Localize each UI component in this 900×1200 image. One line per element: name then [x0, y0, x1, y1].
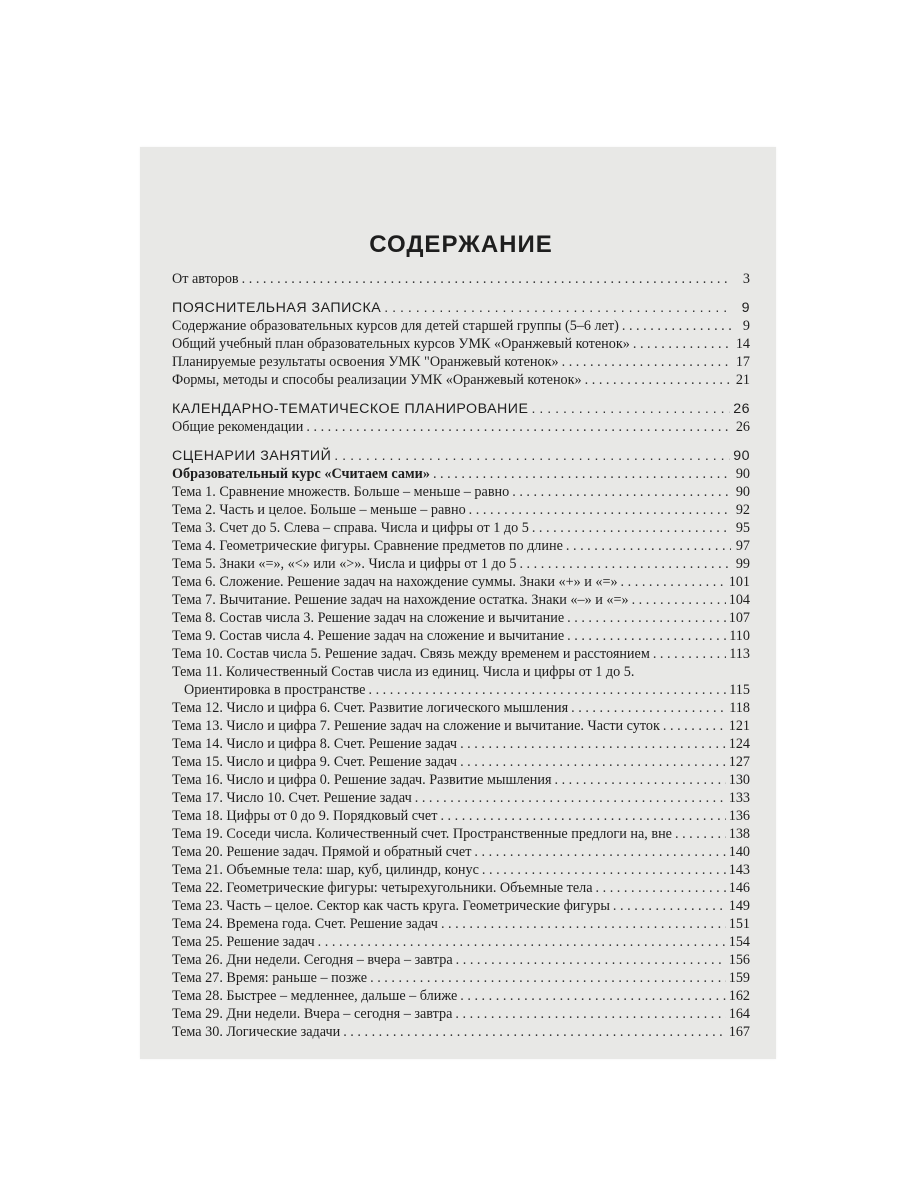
toc-page-number: 9: [741, 300, 750, 316]
toc-entry: [172, 879, 750, 897]
toc-entry-title: Тема 10. Состав числа 5. Решение задач. Связь между временем и расстоянием: [172, 646, 650, 662]
toc-page-number: 107: [728, 610, 750, 626]
toc-leader-dots: [566, 537, 731, 555]
toc-entry: [172, 645, 750, 663]
toc-leader-dots: [384, 299, 731, 317]
toc-leader-dots: [512, 483, 731, 501]
toc-page-number: 159: [728, 970, 750, 986]
toc-leader-dots: [482, 861, 726, 879]
toc-entry-title: Тема 20. Решение задач. Прямой и обратный счет: [172, 844, 472, 860]
toc-leader-dots: [567, 627, 726, 645]
toc-leader-dots: [532, 519, 731, 537]
toc-entry-title: Тема 4. Геометрические фигуры. Сравнение предметов по длине: [172, 538, 563, 554]
toc-entry-title: Тема 1. Сравнение множеств. Больше – меньше – равно: [172, 484, 510, 500]
toc-entry: [172, 807, 750, 825]
toc-entry-title: Тема 2. Часть и целое. Больше – меньше – равно: [172, 502, 466, 518]
page-title: СОДЕРЖАНИЕ: [369, 231, 553, 258]
toc-leader-dots: [613, 897, 726, 915]
book-page: [140, 147, 776, 1059]
toc-entry-title: От авторов: [172, 271, 239, 287]
toc-entry-title: Тема 7. Вычитание. Решение задач на нахождение остатка. Знаки «–» и «=»: [172, 592, 629, 608]
toc-leader-dots: [456, 951, 726, 969]
toc-leader-dots: [440, 807, 725, 825]
toc-entry-title: Общие рекомендации: [172, 419, 304, 435]
toc-page-number: 151: [728, 916, 750, 932]
toc-leader-dots: [343, 1023, 726, 1041]
toc-entry-title: Формы, методы и способы реализации УМК «Оранжевый котенок»: [172, 372, 582, 388]
toc-leader-dots: [632, 591, 726, 609]
toc-page-number: 136: [728, 808, 750, 824]
toc-entry-title: Тема 25. Решение задач: [172, 934, 315, 950]
toc-page-number: 149: [728, 898, 750, 914]
toc-entry-title: Тема 13. Число и цифра 7. Решение задач на сложение и вычитание. Части суток: [172, 718, 660, 734]
toc-entry: [172, 519, 750, 537]
toc-leader-dots: [596, 879, 726, 897]
toc-entry-title: Тема 17. Число 10. Счет. Решение задач: [172, 790, 412, 806]
toc-page-number: 167: [728, 1024, 750, 1040]
table-of-contents: [172, 231, 750, 1041]
toc-entry-title: ПОЯСНИТЕЛЬНАЯ ЗАПИСКА: [172, 300, 382, 316]
toc-page-number: 95: [735, 520, 750, 536]
toc-section-heading: [172, 447, 750, 465]
toc-leader-dots: [455, 1005, 725, 1023]
toc-entry-title: Тема 23. Часть – целое. Сектор как часть круга. Геометрические фигуры: [172, 898, 610, 914]
toc-page-number: 127: [728, 754, 750, 770]
toc-leader-dots: [633, 335, 731, 353]
toc-entry: [172, 537, 750, 555]
toc-entry-title: Тема 15. Число и цифра 9. Счет. Решение задач: [172, 754, 458, 770]
toc-entry: [172, 317, 750, 335]
toc-leader-dots: [441, 915, 726, 933]
toc-page-number: 162: [728, 988, 750, 1004]
toc-entry: [172, 1005, 750, 1023]
toc-entry-title: Тема 9. Состав числа 4. Решение задач на сложение и вычитание: [172, 628, 565, 644]
toc-page-number: 138: [728, 826, 750, 842]
toc-entry-title: Ориентировка в пространстве: [184, 682, 366, 698]
toc-entry: [172, 771, 750, 789]
toc-page-number: 9: [742, 318, 750, 334]
toc-page-number: 140: [728, 844, 750, 860]
toc-entry: [172, 933, 750, 951]
toc-entry-title: Тема 5. Знаки «=», «<» или «>». Числа и цифры от 1 до 5: [172, 556, 517, 572]
toc-entry: [172, 915, 750, 933]
toc-leader-dots: [653, 645, 726, 663]
toc-entry: [172, 861, 750, 879]
toc-leader-dots: [474, 843, 725, 861]
toc-entry: [172, 627, 750, 645]
toc-page-number: 146: [728, 880, 750, 896]
toc-leader-dots: [554, 771, 725, 789]
toc-page-number: 90: [733, 448, 750, 464]
toc-entry: [172, 1023, 750, 1041]
toc-entry: [172, 609, 750, 627]
toc-entry-title: Тема 26. Дни недели. Сегодня – вчера – завтра: [172, 952, 453, 968]
toc-entry-title: Тема 28. Быстрее – медленнее, дальше – ближе: [172, 988, 458, 1004]
toc-page-number: 143: [728, 862, 750, 878]
toc-leader-dots: [415, 789, 726, 807]
toc-entry: [172, 951, 750, 969]
toc-page-number: 133: [728, 790, 750, 806]
toc-leader-dots: [242, 270, 731, 288]
toc-entry-title: Тема 22. Геометрические фигуры: четырехугольники. Объемные тела: [172, 880, 593, 896]
toc-entry: [172, 465, 750, 483]
toc-entry: [172, 663, 750, 681]
toc-page-number: 115: [729, 682, 750, 698]
toc-entry-title: Содержание образовательных курсов для детей старшей группы (5–6 лет): [172, 318, 619, 334]
toc-page-number: 3: [742, 271, 750, 287]
toc-entry: [172, 843, 750, 861]
toc-leader-dots: [460, 753, 726, 771]
toc-leader-dots: [585, 371, 731, 389]
toc-page-number: 26: [735, 419, 750, 435]
toc-page-number: 90: [735, 466, 750, 482]
toc-entry-title: СЦЕНАРИИ ЗАНЯТИЙ: [172, 448, 332, 464]
toc-entry-title: Тема 11. Количественный Состав числа из единиц. Числа и цифры от 1 до 5.: [172, 664, 635, 680]
toc-entry: [172, 353, 750, 371]
toc-leader-dots: [460, 987, 725, 1005]
toc-page-number: 130: [728, 772, 750, 788]
toc-leader-dots: [622, 317, 731, 335]
toc-leader-dots: [519, 555, 731, 573]
toc-page-number: 110: [729, 628, 750, 644]
toc-entry: [172, 573, 750, 591]
toc-leader-dots: [663, 717, 726, 735]
toc-page-number: 124: [728, 736, 750, 752]
toc-list: [172, 270, 750, 1041]
toc-entry-title: Тема 12. Число и цифра 6. Счет. Развитие логического мышления: [172, 700, 569, 716]
toc-entry: [172, 987, 750, 1005]
toc-entry: [172, 418, 750, 436]
toc-leader-dots: [675, 825, 726, 843]
toc-entry: [172, 681, 750, 699]
toc-page-number: 121: [728, 718, 750, 734]
toc-page-number: 99: [735, 556, 750, 572]
toc-entry: [172, 897, 750, 915]
toc-leader-dots: [368, 681, 726, 699]
toc-entry-title: Тема 8. Состав числа 3. Решение задач на сложение и вычитание: [172, 610, 565, 626]
toc-leader-dots: [433, 465, 731, 483]
toc-entry-title: Планируемые результаты освоения УМК "Оранжевый котенок»: [172, 354, 559, 370]
toc-entry-title: Тема 27. Время: раньше – позже: [172, 970, 368, 986]
toc-entry-title: Тема 16. Число и цифра 0. Решение задач. Развитие мышления: [172, 772, 552, 788]
toc-page-number: 118: [729, 700, 750, 716]
toc-entry-title: Тема 21. Объемные тела: шар, куб, цилиндр, конус: [172, 862, 479, 878]
toc-leader-dots: [531, 400, 730, 418]
toc-entry-title: Тема 18. Цифры от 0 до 9. Порядковый счет: [172, 808, 438, 824]
toc-page-number: 26: [733, 401, 750, 417]
toc-entry: [172, 735, 750, 753]
toc-leader-dots: [334, 447, 730, 465]
toc-entry: [172, 555, 750, 573]
toc-page-number: 156: [728, 952, 750, 968]
toc-entry-title: Тема 30. Логические задачи: [172, 1024, 341, 1040]
toc-page-number: 92: [735, 502, 750, 518]
toc-leader-dots: [567, 609, 726, 627]
toc-entry: [172, 335, 750, 353]
toc-entry: [172, 270, 750, 288]
toc-section-heading: [172, 299, 750, 317]
toc-leader-dots: [571, 699, 726, 717]
toc-leader-dots: [621, 573, 726, 591]
toc-leader-dots: [460, 735, 726, 753]
toc-leader-dots: [318, 933, 726, 951]
toc-entry-title: КАЛЕНДАРНО-ТЕМАТИЧЕСКОЕ ПЛАНИРОВАНИЕ: [172, 401, 529, 417]
toc-entry-title: Общий учебный план образовательных курсов УМК «Оранжевый котенок»: [172, 336, 630, 352]
toc-entry-title: Тема 29. Дни недели. Вчера – сегодня – завтра: [172, 1006, 453, 1022]
toc-page-number: 97: [735, 538, 750, 554]
toc-page-number: 104: [728, 592, 750, 608]
toc-entry: [172, 969, 750, 987]
toc-page-number: 113: [729, 646, 750, 662]
toc-leader-dots: [562, 353, 731, 371]
toc-page-number: 14: [735, 336, 750, 352]
toc-page-number: 154: [728, 934, 750, 950]
toc-page-number: 21: [735, 372, 750, 388]
toc-entry-title: Тема 14. Число и цифра 8. Счет. Решение задач: [172, 736, 458, 752]
toc-entry-title: Образовательный курс «Считаем сами»: [172, 466, 430, 482]
toc-entry: [172, 501, 750, 519]
toc-entry: [172, 753, 750, 771]
toc-entry: [172, 717, 750, 735]
toc-entry-title: Тема 6. Сложение. Решение задач на нахождение суммы. Знаки «+» и «=»: [172, 574, 618, 590]
toc-entry: [172, 591, 750, 609]
toc-section-heading: [172, 400, 750, 418]
toc-entry-title: Тема 24. Времена года. Счет. Решение задач: [172, 916, 438, 932]
toc-entry: [172, 699, 750, 717]
toc-entry: [172, 371, 750, 389]
toc-page-number: 101: [728, 574, 750, 590]
toc-leader-dots: [370, 969, 726, 987]
toc-entry: [172, 789, 750, 807]
toc-entry: [172, 483, 750, 501]
toc-page-number: 17: [735, 354, 750, 370]
toc-entry: [172, 825, 750, 843]
toc-page-number: 90: [735, 484, 750, 500]
toc-leader-dots: [469, 501, 731, 519]
toc-entry-title: Тема 3. Счет до 5. Слева – справа. Числа и цифры от 1 до 5: [172, 520, 529, 536]
toc-leader-dots: [306, 418, 731, 436]
toc-entry-title: Тема 19. Соседи числа. Количественный счет. Пространственные предлоги на, вне: [172, 826, 672, 842]
toc-page-number: 164: [728, 1006, 750, 1022]
